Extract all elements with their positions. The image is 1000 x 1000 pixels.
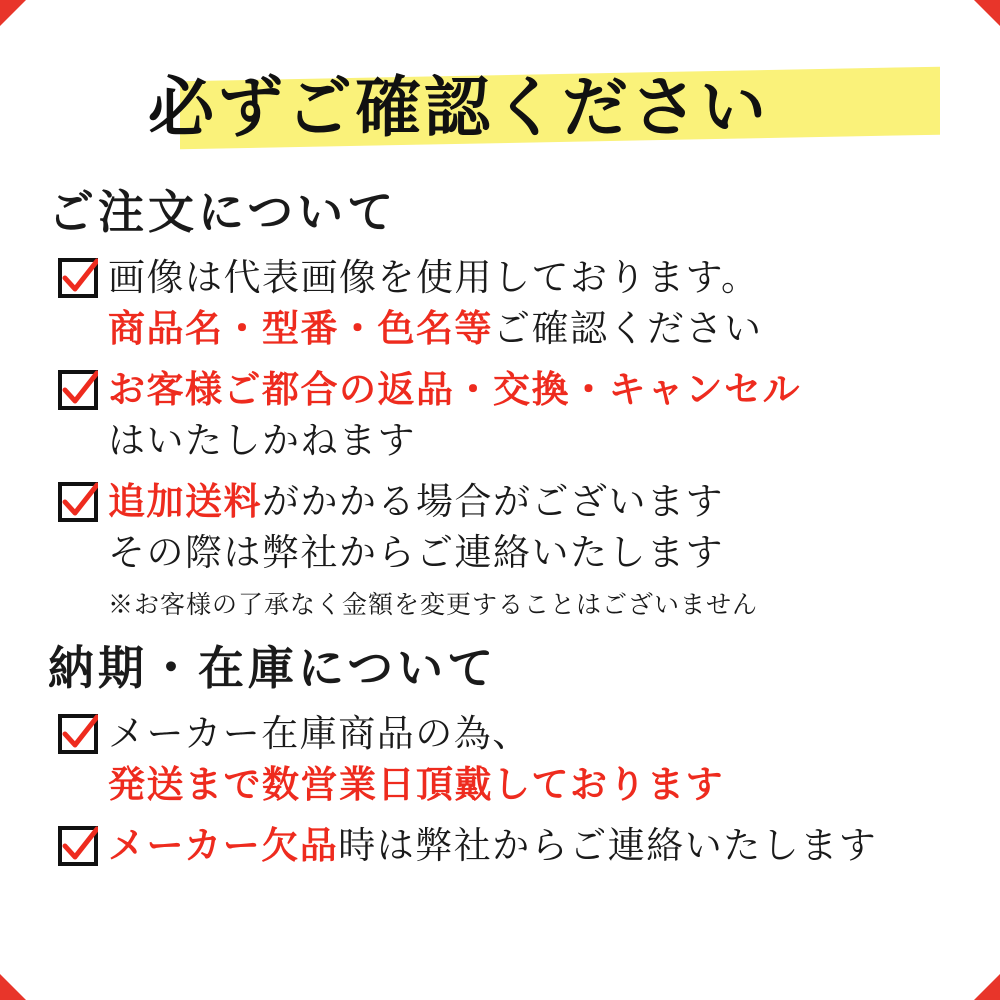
text-run: その際は弊社からご連絡いたします — [108, 531, 724, 574]
text-line — [108, 759, 960, 810]
list-item-text — [108, 476, 960, 578]
text-run-emphasis: メーカー欠品 — [108, 823, 339, 867]
text-run-emphasis: 発送まで数営業日頂戴しております — [108, 762, 724, 806]
list-item — [58, 820, 960, 871]
text-line — [108, 415, 960, 466]
list-item-text — [108, 252, 960, 354]
text-line — [108, 820, 960, 871]
section-delivery-stock — [40, 632, 960, 871]
checkbox-checked-icon — [58, 258, 98, 298]
page-title: 必ずご確認ください — [148, 68, 769, 146]
checkbox-checked-icon — [58, 826, 98, 866]
checkbox-checked-icon — [58, 482, 98, 522]
text-run: メーカー在庫商品の為、 — [108, 712, 531, 755]
text-line — [108, 364, 960, 415]
corner-accent-bottom-left — [0, 974, 26, 1000]
text-run: ご確認ください — [493, 307, 763, 350]
note-text: ※お客様の了承なく金額を変更することはございません — [108, 590, 759, 619]
corner-accent-top-right — [974, 0, 1000, 26]
text-line — [108, 303, 960, 354]
text-run-emphasis: 追加送料 — [108, 479, 262, 523]
page-title-wrapper — [148, 48, 960, 168]
list-item-text — [108, 364, 960, 466]
corner-accent-top-left — [0, 0, 26, 26]
list-item-text — [108, 820, 960, 871]
text-line — [108, 476, 960, 527]
list-item — [58, 252, 960, 354]
text-run-emphasis: お客様ご都合の返品・交換・キャンセル — [108, 367, 801, 411]
corner-accent-bottom-right — [974, 974, 1000, 1000]
list-item — [58, 476, 960, 578]
text-run: はいたしかねます — [108, 419, 416, 462]
checkbox-checked-icon — [58, 714, 98, 754]
section-orders — [40, 176, 960, 624]
text-line — [108, 252, 960, 303]
text-run-emphasis: 商品名・型番・色名等 — [108, 306, 493, 350]
section-heading-delivery-stock: 納期・在庫について — [48, 641, 498, 695]
text-run: がかかる場合がございます — [262, 480, 724, 523]
list-item — [58, 708, 960, 810]
text-line — [108, 708, 960, 759]
text-run: 時は弊社からご連絡いたします — [338, 824, 878, 867]
list-item — [58, 364, 960, 466]
text-run: 画像は代表画像を使用しております。 — [108, 256, 760, 299]
checkbox-checked-icon — [58, 370, 98, 410]
text-line — [108, 527, 960, 578]
list-item-text — [108, 708, 960, 810]
section-heading-orders: ご注文について — [48, 185, 398, 239]
